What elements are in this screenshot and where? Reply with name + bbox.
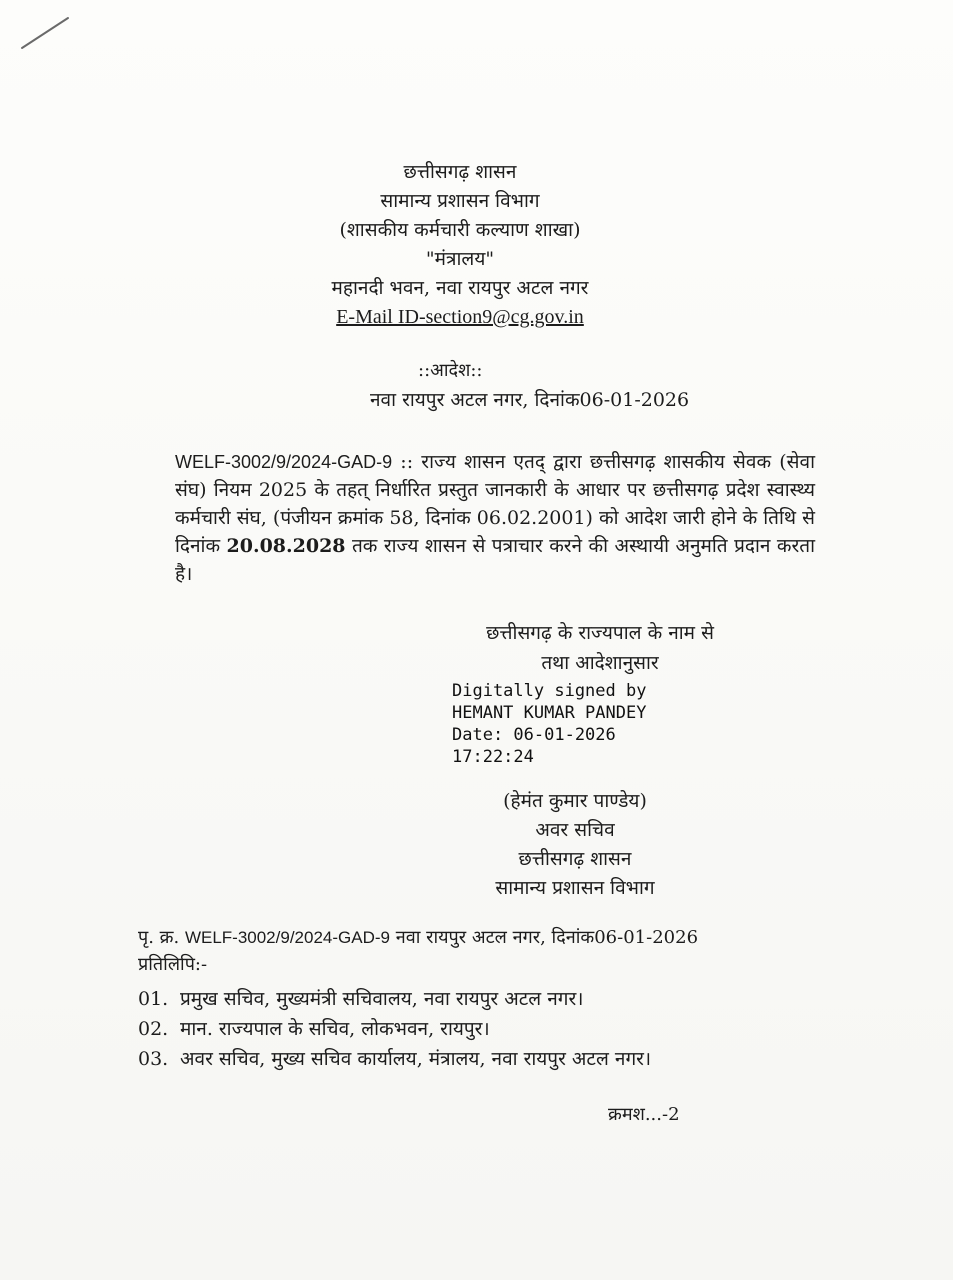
copy-reference-prefix: पृ. क्र. bbox=[138, 927, 185, 948]
signatory-government: छत्तीसगढ़ शासन bbox=[518, 848, 632, 870]
copy-reference-number: WELF-3002/9/2024-GAD-9 bbox=[184, 928, 390, 947]
list-item-text: मान. राज्यपाल के सचिव, लोकभवन, रायपुर। bbox=[180, 1018, 490, 1040]
list-item bbox=[138, 984, 651, 1014]
letterhead-ministry: "मंत्रालय" bbox=[425, 248, 495, 270]
order-reference-number: WELF-3002/9/2024-GAD-9 bbox=[175, 452, 393, 472]
authority-block bbox=[440, 618, 760, 678]
letterhead-department: सामान्य प्रशासन विभाग bbox=[380, 190, 540, 212]
signatory-block bbox=[465, 787, 685, 903]
order-body bbox=[175, 448, 815, 588]
list-item-text: प्रमुख सचिव, मुख्यमंत्री सचिवालय, नवा रायपुर अटल नगर। bbox=[180, 988, 584, 1010]
authority-line-1: छत्तीसगढ़ के राज्यपाल के नाम से bbox=[486, 622, 714, 644]
copy-label: प्रतिलिपि:- bbox=[138, 954, 208, 975]
order-body-text-2: तक राज्य शासन से पत्राचार करने की अस्थायी अनुमति प्रदान करता है। bbox=[175, 535, 816, 585]
copy-reference-place-date: नवा रायपुर अटल नगर, दिनांक06-01-2026 bbox=[389, 927, 699, 948]
letterhead-address: महानदी भवन, नवा रायपुर अटल नगर bbox=[331, 277, 589, 299]
order-body-text-1: :: राज्य शासन एतद् द्वारा छत्तीसगढ़ शासकीय सेवक (सेवा संघ) नियम 2025 के तहत् निर्धारित प्रस्तुत जानकारी के आधार पर छत्तीसगढ़ प्रदेश स्वास्थ्य कर्मचारी संघ, (पंजीयन क्रमांक 58, दिनांक 06.02.2001) को आदेश जारी होने के तिथि से दिनांक bbox=[175, 451, 815, 557]
list-item-number: 01. bbox=[138, 988, 169, 1010]
list-item-number: 02. bbox=[138, 1018, 169, 1040]
signatory-name: (हेमंत कुमार पाण्डेय) bbox=[503, 790, 647, 812]
signatory-designation: अवर सचिव bbox=[535, 819, 615, 841]
copy-reference-line bbox=[138, 925, 698, 949]
list-item bbox=[138, 1044, 651, 1074]
pen-stroke-mark bbox=[20, 14, 72, 52]
continued-marker: क्रमश...-2 bbox=[608, 1104, 680, 1125]
order-validity-date: 20.08.2028 bbox=[226, 535, 346, 557]
letterhead bbox=[270, 158, 650, 332]
copy-recipient-list bbox=[138, 984, 651, 1074]
authority-line-2: तथा आदेशानुसार bbox=[541, 652, 659, 674]
order-title: ::आदेश:: bbox=[418, 360, 483, 381]
list-item-text: अवर सचिव, मुख्य सचिव कार्यालय, मंत्रालय, नवा रायपुर अटल नगर। bbox=[180, 1048, 652, 1070]
letterhead-email: E-Mail ID-section9@cg.gov.in bbox=[336, 306, 584, 328]
digital-signature-date: Date: 06-01-2026 bbox=[452, 725, 616, 745]
digital-signature-block bbox=[452, 680, 646, 768]
signatory-department: सामान्य प्रशासन विभाग bbox=[495, 877, 655, 899]
digital-signature-time: 17:22:24 bbox=[452, 747, 534, 767]
letterhead-government: छत्तीसगढ़ शासन bbox=[403, 161, 517, 183]
letterhead-section: (शासकीय कर्मचारी कल्याण शाखा) bbox=[339, 219, 581, 241]
list-item-number: 03. bbox=[138, 1048, 169, 1070]
order-place-date: नवा रायपुर अटल नगर, दिनांक06-01-2026 bbox=[370, 389, 690, 411]
digital-signature-label: Digitally signed by bbox=[452, 681, 647, 701]
digital-signature-name: HEMANT KUMAR PANDEY bbox=[452, 703, 647, 723]
list-item bbox=[138, 1014, 651, 1044]
